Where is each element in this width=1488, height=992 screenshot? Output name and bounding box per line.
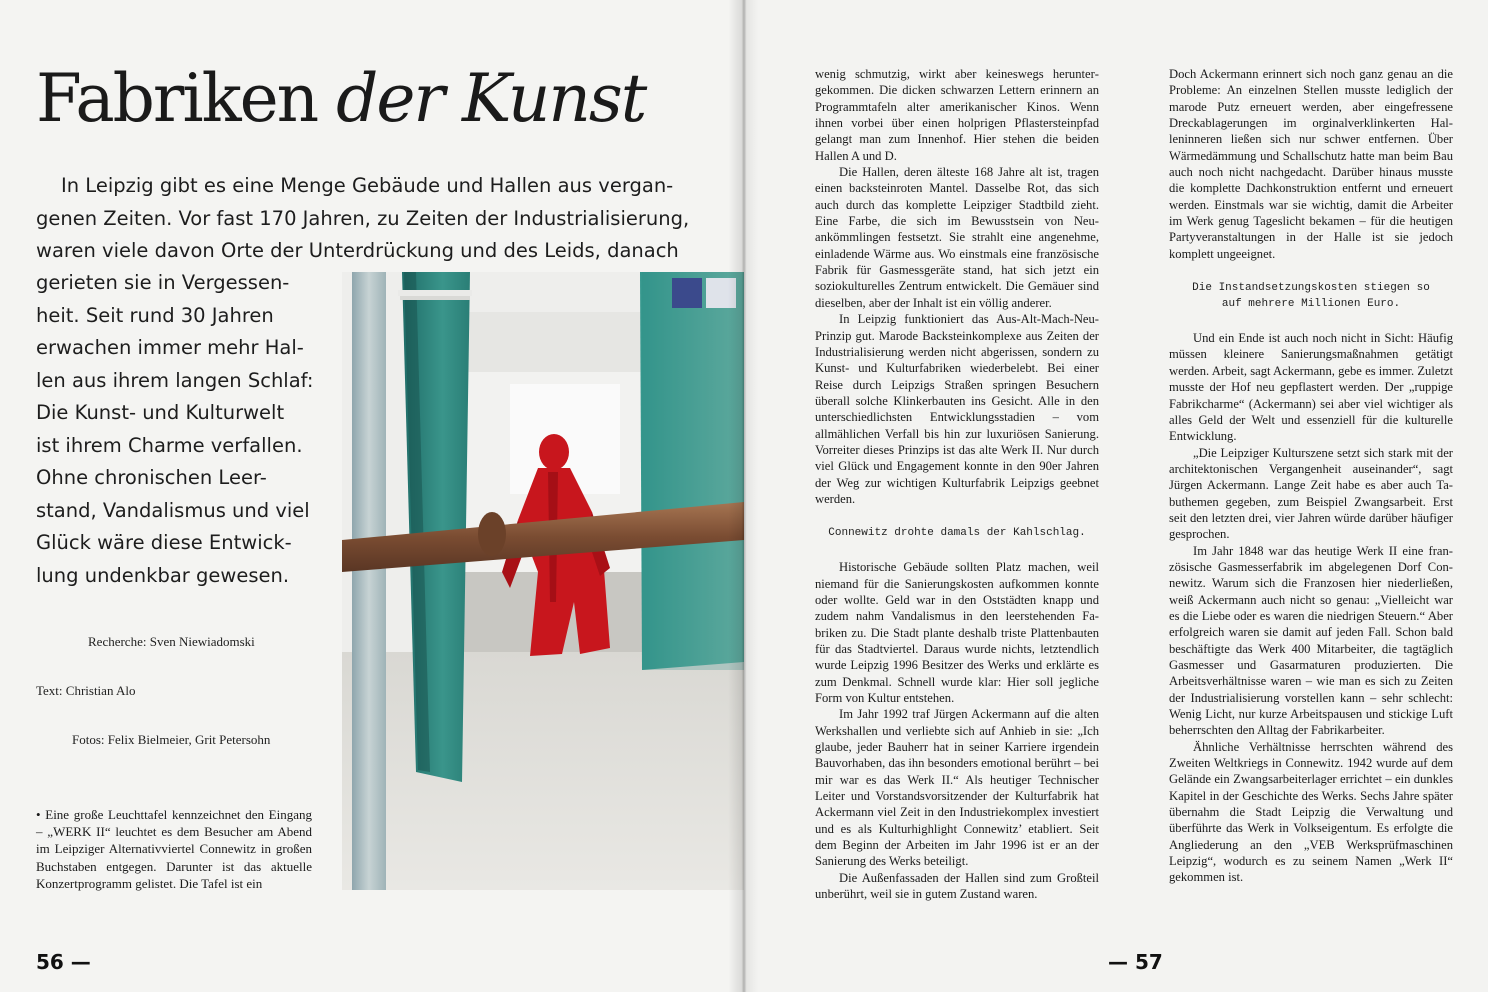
photo-illustration <box>342 272 744 890</box>
intro-line: Ohne chronischen Leer- <box>36 466 267 489</box>
intro-text-wide <box>36 170 690 268</box>
article-title <box>36 58 645 140</box>
intro-line: len aus ihrem langen Schlaf: <box>36 368 314 392</box>
intro-line: erwachen immer mehr Hal- <box>36 336 304 359</box>
paragraph: wenig schmutzig, wirkt aber keineswegs heruntergekommen. Die dicken schwarzen Lettern erinnern an Programmtafeln alter amerikanischer Kinos. Wenn ihnen vorbei über einen holprigen Pflastersteinpfad gelangt man zum Innenhof. Hier stehen die beiden Hallen A und D. <box>815 67 1099 163</box>
intro-text-narrow <box>36 267 336 592</box>
paragraph: Die Hallen, deren älteste 168 Jahre alt ist, tragen einen backsteinroten Mantel. Dasselbe Rot, das sich auch durch das komplette Leipziger Stadtbild zieht. Eine Farbe, die sich im Bewusstsein von Neuankömmlingen festsetzt. Sie strahlt eine angenehme, einladende Wärme aus. Wo einstmals eine französische Fabrik für Gasmessgeräte stand, hat sich jetzt ein soziokulturelles Zentrum entwickelt. Die Gemäuer sind dieselben, aber der Inhalt ist ein völlig anderer. <box>815 165 1099 310</box>
intro-line: heit. Seit rund 30 Jahren <box>36 303 274 327</box>
paragraph: Ähnliche Verhältnisse herrschten während des Zweiten Weltkriegs in Connewitz. 1942 wurde auf dem Gelände ein Zwangsarbeiterlager errichtet – ein dunkles Kapitel in der Geschichte des Werks. Sechs Jahre später übernahm die Stadt Leipzig die Verwaltung und überführte das Werk in Volkseigentum. Es erfolgte die Angliederung an den „VEB Werksprüfmaschinen Leipzig“, wodurch es zu seinem Namen „Werk II“ gekommen ist. <box>1169 739 1453 885</box>
credit-photos: Fotos: Felix Bielmeier, Grit Petersohn <box>72 732 271 747</box>
title-regular: Fabriken <box>36 60 318 137</box>
intro-line: In Leipzig gibt es eine Menge Gebäude und Hallen aus vergan- <box>61 174 674 197</box>
paragraph: In Leipzig funktioniert das Aus-Alt-Mach-Neu-Prinzip gut. Marode Backsteinkomplexe aus Zeiten der Industrialisierung werden nicht abgerissen, sondern zu Kunst- und Kulturfabriken wiederbelebt. Bei einer Reise durch Leipzigs Straßen springen Besuchern überall solche Klinkerbauten ins Gesicht. Alle in den unterschiedlichsten Entwicklungsstadien – vom allmählichen Verfall bis hin zur luxuriösen Sanierung. Vorreiter dieses Prinzips ist das alte Werk II. Nur durch viel Glück und Engagement konnte in den 90er Jahren der Weg zur wichtigen Kulturfabrik Leipzigs geebnet werden. <box>815 312 1099 506</box>
text-column-2 <box>1169 66 1453 886</box>
intro-line: Die Kunst- und Kulturwelt <box>36 401 285 424</box>
credit-research: Recherche: Sven Niewiadomski <box>88 634 255 649</box>
intro-line: genen Zeiten. Vor fast 170 Jahren, zu Zeiten der Industrialisierung, <box>36 206 690 230</box>
paragraph: Im Jahr 1992 traf Jürgen Ackermann auf die alten Werkshallen und verliebte sich auf Anhieb in sie: „Ich glaube, jeder Bauherr hat in seiner Karriere irgendein Bauvorhaben, das ihn besonders emotional berührt – bei mir war es das Werk II.“ Als heutiger Technischer Leiter und Vorstandsvorsitzender der Kulturfabrik hat Ackermann viel Zeit in den Industriekomplex investiert und es als Kulturhighlight Connewitz’ etabliert. Seit dem Beginn der Arbeiten im Jahr 1996 ist er an der Sanierung des Werks beteiligt. <box>815 707 1099 869</box>
pull-quote-line: auf mehrere Millionen Euro. <box>1221 298 1401 311</box>
paragraph: Im Jahr 1848 war das heutige Werk II eine französische Gasmesserfabrik im abgelegenen Dorf Connewitz. Warum sich die Franzosen hier niederließen, weiß Ackermann auch nicht so genau: „Vielleicht war es die Liebe oder es waren die niedrigen Steuern.“ Aber erfolgreich waren sie damit auf jeden Fall. Schon bald beschäftigte das Werk 400 Mitarbeiter, die tagtäglich Gasmesser und Gasarmaturen produzierten. Die Arbeitsverhältnisse waren – wie man es sich zu Zeiten der Industrialisierung vorstellen kann – sehr schlecht: Wenig Licht, nur kurze Arbeitspausen und stickige Luft beherrschten den Alltag der Fabrikarbeiter. <box>1169 543 1453 738</box>
title-italic: der Kunst <box>336 60 646 137</box>
paragraph: Historische Gebäude sollten Platz machen, weil niemand für die Sanierungskosten aufkommen konnte oder wollte. Geld war in den Oststädten knapp und zudem nahm Vandalismus in den leerstehenden Fabriken zu. Die Stadt plante deshalb triste Plattenbauten für das Stadtviertel. Daraus wurde nichts, letztendlich wurde Leipzig 1996 Besitzer des Werks und erklärte es zum Denkmal. Schnell wurde klar: Hier soll jegliche Form von Kultur entstehen. <box>815 560 1099 706</box>
spine-shadow <box>728 0 758 992</box>
page-number-right: — 57 <box>1108 950 1163 974</box>
paragraph: „Die Leipziger Kulturszene setzt sich stark mit der architektonischen Vergangenheit auseinander“, sagt Jürgen Ackermann. Lange Zeit habe es aber auch Tabuthemen gegeben, zum Beispiel Zwangsarbeit. Erst seit den letzten drei, vier Jahren würde darüber häufiger gesprochen. <box>1169 445 1453 542</box>
intro-line: Glück wäre diese Entwick- <box>36 531 292 554</box>
paragraph: Und ein Ende ist auch noch nicht in Sicht: Häufig müssen kleinere Sanierungsmaßnahmen getätigt werden. Arbeit, sagt Ackermann, gebe es immer. Zuletzt musste der Hof neu gepflastert werden. Der „ruppige Fabrikcharme“ (Ackermann) sei aber viel wichtiger als alles Geld der Welt und essenziell für die kulturelle Entwicklung. <box>1169 331 1453 444</box>
text-column-1 <box>815 66 1099 903</box>
paragraph: Die Außenfassaden der Hallen sind zum Großteil unberührt, weil sie in gutem Zustand waren. <box>815 870 1099 902</box>
paragraph: Doch Ackermann erinnert sich noch ganz genau an die Probleme: An einzelnen Stellen musste lediglich der marode Putz erneuert werden, aber eingefressene Dreckablagerungen im orginalverklinkerten Halleninneren ließen sich nur schwer entfernen. Über Wärmedämmung und Schallschutz hatte man beim Bau auch noch nicht nachgedacht. Darüber hinaus musste die komplette Dachkonstruktion entfernt und erneuert werden. Einstmals war sie wichtig, damit die Arbeiter im Werk genug Tageslicht bekamen – für die heutigen Partyveranstaltungen in der Halle ist sie jedoch komplett ungeeignet. <box>1169 67 1453 261</box>
intro-line: waren viele davon Orte der Unterdrückung und des Leids, danach <box>36 239 679 262</box>
photo-caption: • Eine große Leuchttafel kennzeichnet den Eingang – „WERK II“ leuchtet es dem Besucher am Abend im Leipziger Alternativviertel Connewitz in großen Buchstaben entgegen. Darunter ist das aktuelle Konzertprogramm gelistet. Die Tafel ist ein <box>36 807 312 891</box>
photo-entrance-sculpture <box>342 272 744 890</box>
intro-line: gerieten sie in Vergessen- <box>36 271 290 294</box>
intro-line: ist ihrem Charme verfallen. <box>36 433 303 457</box>
pull-quote <box>1169 280 1453 312</box>
right-page <box>744 0 1488 992</box>
intro-line: lung undenkbar gewesen. <box>36 563 290 587</box>
pull-quote: Connewitz drohte damals der Kahlschlag. <box>828 527 1086 540</box>
credit-text: Text: Christian Alo <box>36 683 136 698</box>
pull-quote-line: Die Instandsetzungskosten stiegen so <box>1192 282 1430 295</box>
page-number-left: 56 — <box>36 950 91 974</box>
intro-line: stand, Vandalismus und viel <box>36 498 310 522</box>
